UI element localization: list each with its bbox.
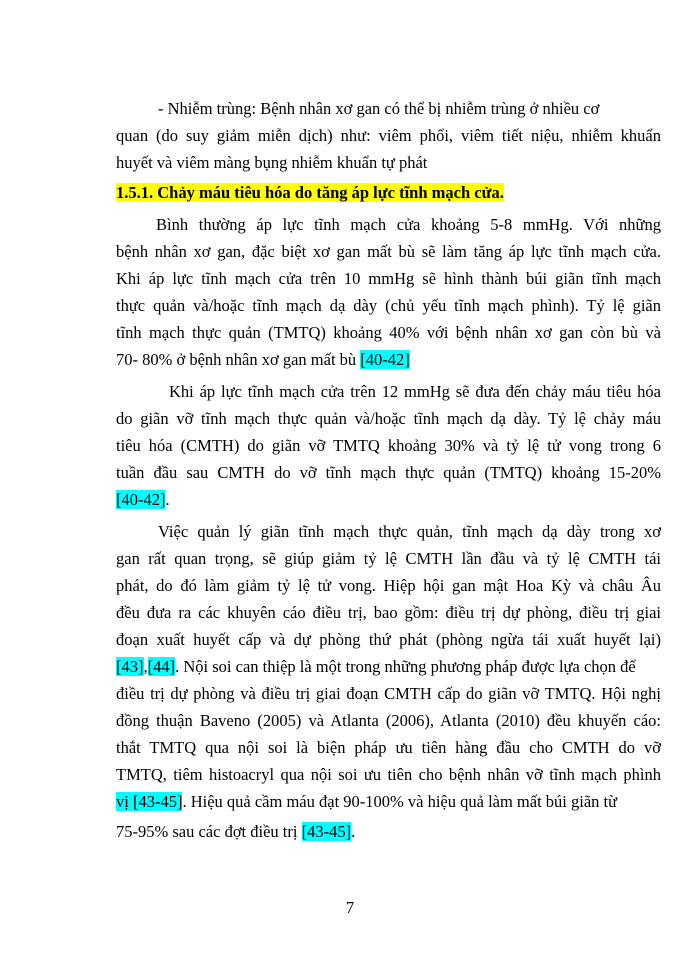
text-line: phát, do đó làm giảm tỷ lệ tử vong. Hiệp hội gan mật Hoa Kỳ và châu Âu <box>116 576 661 595</box>
text-line: đều đưa ra các khuyên cáo điều trị, bao gồm: điều trị dự phòng, điều trị giai <box>116 603 661 622</box>
citation: vị [43-45] <box>116 792 183 811</box>
citation: [40-42] <box>116 490 166 509</box>
text-line: 75-95% sau các đợt điều trị [43-45]. <box>116 822 356 841</box>
text-line: Việc quản lý giãn tĩnh mạch thực quản, tĩnh mạch dạ dày trong xơ <box>158 522 661 541</box>
text-line: - Nhiễm trùng: Bệnh nhân xơ gan có thể bị nhiễm trùng ở nhiều cơ <box>158 99 600 118</box>
text-line: 70- 80% ở bệnh nhân xơ gan mất bù [40-42] <box>116 350 410 369</box>
text-line: vị [43-45]. Hiệu quả cầm máu đạt 90-100% và hiệu quả làm mất búi giãn từ <box>116 792 618 811</box>
text-line: đoạn xuất huyết cấp và dự phòng thứ phát (phòng ngừa tái xuất huyết lại) <box>116 630 661 649</box>
text-line: Bình thường áp lực tĩnh mạch cửa khoảng 5-8 mmHg. Với những <box>156 215 661 234</box>
text-line: điều trị dự phòng và điều trị giai đoạn CMTH cấp do giãn vỡ TMTQ. Hội nghị <box>116 684 661 703</box>
text-line: Khi áp lực tĩnh mạch cửa trên 12 mmHg sẽ đưa đến chảy máu tiêu hóa <box>169 382 661 401</box>
text-line: đồng thuận Baveno (2005) và Atlanta (2006), Atlanta (2010) đều khuyến cáo: <box>116 711 661 730</box>
text-line: tĩnh mạch thực quản (TMTQ) khoảng 40% với bệnh nhân xơ gan còn bù và <box>116 323 661 342</box>
text-line: quan (do suy giảm miễn dịch) như: viêm phổi, viêm tiết niệu, nhiễm khuẩn <box>116 126 661 145</box>
text-line: tuần đầu sau CMTH do vỡ tĩnh mạch thực quản (TMTQ) khoảng 15-20% <box>116 463 661 482</box>
citation: [44] <box>147 657 176 676</box>
section-heading: 1.5.1. Chảy máu tiêu hóa do tăng áp lực tĩnh mạch cửa. <box>116 183 504 202</box>
text-line: [43],[44]. Nội soi can thiệp là một trong những phương pháp được lựa chọn để <box>116 657 636 676</box>
text-line: gan rất quan trọng, sẽ giúp giảm tỷ lệ CMTH lần đầu và tỷ lệ CMTH tái <box>116 549 661 568</box>
text-line: TMTQ, tiêm histoacryl qua nội soi ưu tiên cho bệnh nhân vỡ tĩnh mạch phình <box>116 765 661 784</box>
text-line: bệnh nhân xơ gan, đặc biệt xơ gan mất bù sẽ làm tăng áp lực tĩnh mạch cửa. <box>116 242 661 261</box>
text-line: thực quản và/hoặc tĩnh mạch dạ dày (chủ yếu tĩnh mạch phình). Tỷ lệ giãn <box>116 296 661 315</box>
citation: [40-42] <box>360 350 410 369</box>
citation: [43-45] <box>301 822 352 841</box>
text-line: Khi áp lực tĩnh mạch cửa trên 10 mmHg sẽ hình thành búi giãn tĩnh mạch <box>116 269 661 288</box>
text-line: [40-42]. <box>116 490 170 509</box>
citation: [43] <box>116 657 144 676</box>
text-line: huyết và viêm màng bụng nhiễm khuẩn tự phát <box>116 153 428 172</box>
page-number: 7 <box>345 898 355 917</box>
text-line: do giãn vỡ tĩnh mạch thực quản và/hoặc tĩnh mạch dạ dày. Tỷ lệ chảy máu <box>116 409 661 428</box>
text-line: thắt TMTQ qua nội soi là biện pháp ưu tiên hàng đầu cho CMTH do vỡ <box>116 738 661 757</box>
text-line: tiêu hóa (CMTH) do giãn vỡ TMTQ khoảng 30% và tỷ lệ tử vong trong 6 <box>116 436 661 455</box>
